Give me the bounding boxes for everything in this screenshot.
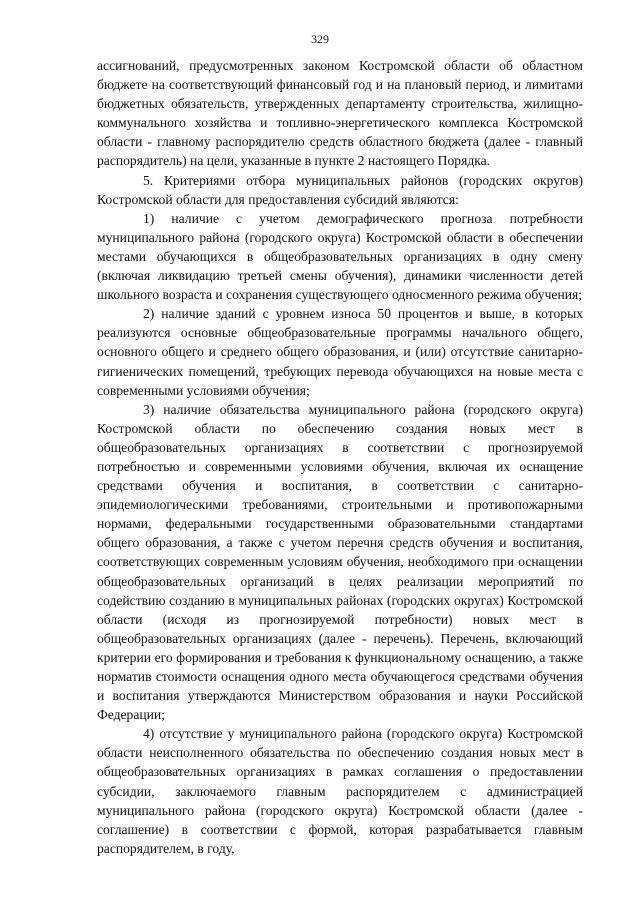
paragraph-budget-allocations: ассигнований, предусмотренных законом Костромской области об областном бюджете на соответствующий финансовый год и на плановый период, и лимитами бюджетных обязательств, утвержденных департаменту строительства, жилищно-коммунального хозяйства и топливно-энергетического комплекса Костромской области - главному распорядителю средств областного бюджета (далее - главный распорядитель) на цели, указанные в пункте 2 настоящего Порядка. (97, 58, 583, 169)
paragraph-criterion-1: 1) наличие с учетом демографического прогноза потребности муниципального района (городского округа) Костромской области в обеспечении местами обучающихся в общеобразовательных организациях в одну смену (включая ликвидацию третьей смены обучения), динамики численности детей школьного возраста и сохранения существующего односменного режима обучения; (97, 210, 583, 303)
page-number: 329 (311, 32, 329, 46)
paragraph-criterion-2: 2) наличие зданий с уровнем износа 50 процентов и выше, в которых реализуются основные общеобразовательные программы начального общего, основного общего и среднего общего образования, и (или) отсутствие санитарно-гигиенических помещений, требующих перевода обучающихся на новые места с современными условиями обучения; (97, 306, 583, 398)
paragraph-selection-criteria: 5. Критериями отбора муниципальных районов (городских округов) Костромской области для предоставления субсидий являются: (97, 172, 583, 207)
paragraph-criterion-4: 4) отсутствие у муниципального района (городского округа) Костромской области неисполненного обязательства по обеспечению создания новых мест в общеобразовательных организациях в рамках соглашения о предоставлении субсидии, заключаемого главным распорядителем с администрацией муниципального района (городского округа) Костромской области (далее - соглашение) в соответствии с формой, которая разрабатывается главным распорядителем, в году, (97, 726, 583, 856)
document-body (97, 56, 583, 858)
paragraph-criterion-3: 3) наличие обязательства муниципального района (городского округа) Костромской области по обеспечению создания новых мест в общеобразовательных организациях в соответствии с прогнозируемой потребностью и современными условиями обучения, включая их оснащение средствами обучения и воспитания, в соответствии с санитарно-эпидемиологическими требованиями, строительными и противопожарными нормами, федеральными государственными образовательными стандартами общего образования, а также с учетом перечня средств обучения и воспитания, соответствующих современным условиям обучения, необходимого при оснащении общеобразовательных организаций в целях реализации мероприятий по содействию созданию в муниципальных районах (городских округах) Костромской области (исходя из прогнозируемой потребности) новых мест в общеобразовательных организациях (далее - перечень). Перечень, включающий критерии его формирования и требования к функциональному оснащению, а также норматив стоимости оснащения одного места обучающегося средствами обучения и воспитания утверждаются Министерством образования и науки Российской Федерации; (97, 401, 583, 723)
